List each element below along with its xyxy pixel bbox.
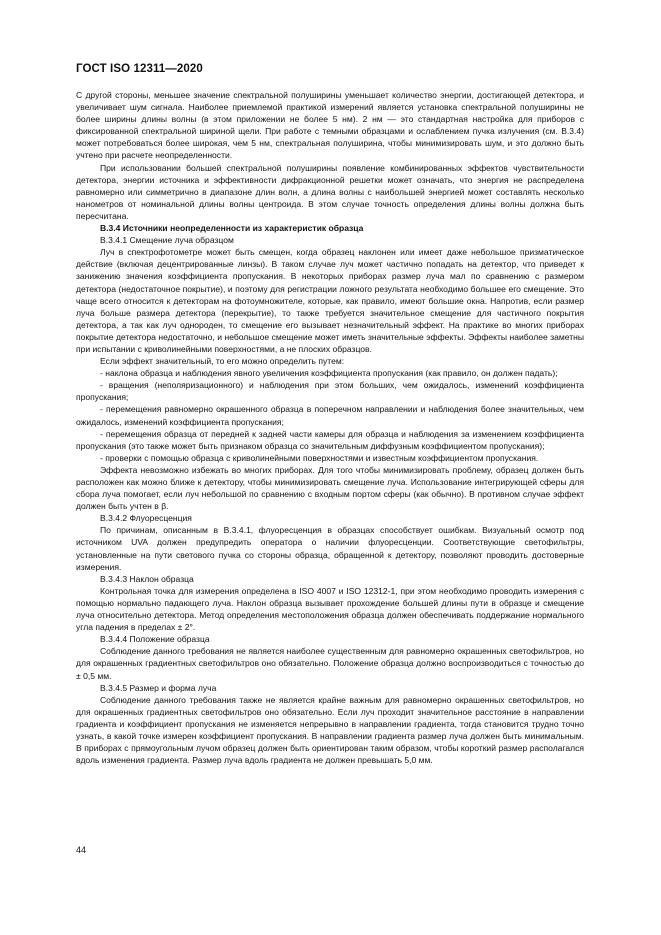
body-text: [76, 89, 584, 766]
paragraph: В.3.4.1 Смещение луча образцом: [100, 235, 234, 246]
paragraph: При использовании большей спектральной полуширины появление комбинированных эффектов чувствительности детектора, энергии источника и эффективности дифракционной решетки может означать, что энергия не распределена равномерно или симметрично в диапазоне длин волн, а длина волны с наибольшей энергией может составлять несколько нанометров от номинальной длины волны центроида. В этом случае точность определения длины волны должна быть пересчитана.: [76, 162, 584, 221]
paragraph: Соблюдение данного требования также не является крайне важным для равномерно окрашенных светофильтров, но для окрашенных градиентных светофильтров оно обязательно. Если луч проходит значительное расстояние в направлении градиента и коэффициент пропускания не изменяется непрерывно в направлении градиента, тогда становится трудно точно узнать, в какой точке измерен коэффициент пропускания. В направлении градиента размер луча должен быть минимальным. В приборах с прямоугольным лучом образец должен быть ориентирован таким образом, чтобы короткий размер располагался вдоль изменения градиента. Размер луча вдоль градиента не должен превышать 5,0 мм.: [76, 694, 584, 766]
page-number: 44: [76, 845, 87, 855]
section-heading: В.3.4 Источники неопределенности из характеристик образца: [100, 223, 364, 234]
paragraph: В.3.4.5 Размер и форма луча: [100, 682, 217, 693]
paragraph: Соблюдение данного требования не является наиболее существенным для равномерно окрашенных светофильтров, но для окрашенных градиентных светофильтров оно обязательно. Положение образца должно воспроизводиться с точностью до ± 0,5 мм.: [76, 646, 584, 681]
paragraph: Луч в спектрофотометре может быть смещен, когда образец наклонен или имеет даже небольшое призматическое действие (включая децентрированные линзы). В таком случае луч может частично попадать на детектор, что приведет к занижению значения коэффициента пропускания. В некоторых приборах размер луча мал по сравнению с размером детектора (недостаточное покрытие), и поэтому для регистрации ложного результата необходимо большее его смещение. Это чаще всего относится к детекторам на фотоумножителе, которые, как правило, имеют большие окна. Напротив, если размер луча больше размера детектора (перекрытие), то также требуется значительное смещение для частичного покрытия детектора, а так как луч однороден, то смещение его вызывает незначительный эффект. На практике во многих приборах покрытие детектора недостаточно, и небольшое смещение может иметь значительные эффекты. Эффекты наиболее заметны при испытании с криволинейными поверхностями, а не плоских образцов.: [76, 247, 584, 354]
paragraph: - проверки с помощью образца с криволинейными поверхностями и известным коэффициентом пропускания.: [100, 452, 539, 463]
paragraph: Если эффект значительный, то его можно определить путем:: [100, 356, 345, 367]
paragraph: Контрольная точка для измерения определена в ISO 4007 и ISO 12312-1, при этом необходимо проводить измерения с помощью нормально падающего луча. Наклон образца вызывает прохождение большей длины пути в образце и смещение луча относительно детектора. Метод определения местоположения образца должен обеспечивать поддержание нормального угла падения в пределах ± 2°.: [76, 585, 584, 633]
paragraph: В.3.4.4 Положение образца: [100, 634, 210, 645]
paragraph: С другой стороны, меньшее значение спектральной полуширины уменьшает количество энергии, достигающей детектора, и увеличивает шум сигнала. Наиболее приемлемой практикой измерений является установка спектральной полуширины не более ширины длины волны (в этом приложении не более 5 нм). 2 нм — это стандартная настройка для приборов с фиксированной спектральной шириной щели. При работе с темными образцами и ослаблением пучка излучения (см. В.3.4) может потребоваться более широкая, чем 5 нм, спектральная полуширина, чтобы минимизировать шум, и это должно быть учтено при расчете неопределенности.: [76, 90, 584, 161]
page-header-title: ГОСТ ISO 12311—2020: [76, 63, 203, 75]
paragraph: Эффекта невозможно избежать во многих приборах. Для того чтобы минимизировать проблему, образец должен быть расположен как можно ближе к детектору, чтобы минимизировать смещение луча. Использование интегрирующей сферы для сбора луча помогает, если луч небольшой по сравнению с входным портом сферы (как обычно). В противном случае эффект должен быть учтен в β.: [76, 464, 584, 512]
paragraph: По причинам, описанным в В.3.4.1, флуоресценция в образцах способствует ошибкам. Визуальный осмотр под источником UVA должен предупредить оператора о наличии флуоресценции. Соответствующие светофильтры, установленные на пути светового пучка со стороны образца, обращенной к детектору, позволяют проводить достоверные измерения.: [76, 525, 584, 572]
paragraph: - перемещения равномерно окрашенного образца в поперечном направлении и наблюдения более значительных, чем ожидалось, изменений коэффициента пропускания;: [76, 404, 584, 427]
paragraph: - вращения (неполяризационного) и наблюдения при этом больших, чем ожидалось, изменений коэффициента пропускания;: [76, 380, 584, 403]
paragraph: - перемещения образца от передней к задней части камеры для образца и наблюдения за изменением коэффициента пропускания (это также может быть признаком образца со значительным диффузным коэффициентом пропускания);: [76, 428, 584, 451]
paragraph: В.3.4.2 Флуоресценция: [100, 513, 192, 524]
paragraph: В.3.4.3 Наклон образца: [100, 573, 194, 584]
paragraph: - наклона образца и наблюдения явного увеличения коэффициента пропускания (как правило, он должен падать);: [100, 368, 558, 379]
